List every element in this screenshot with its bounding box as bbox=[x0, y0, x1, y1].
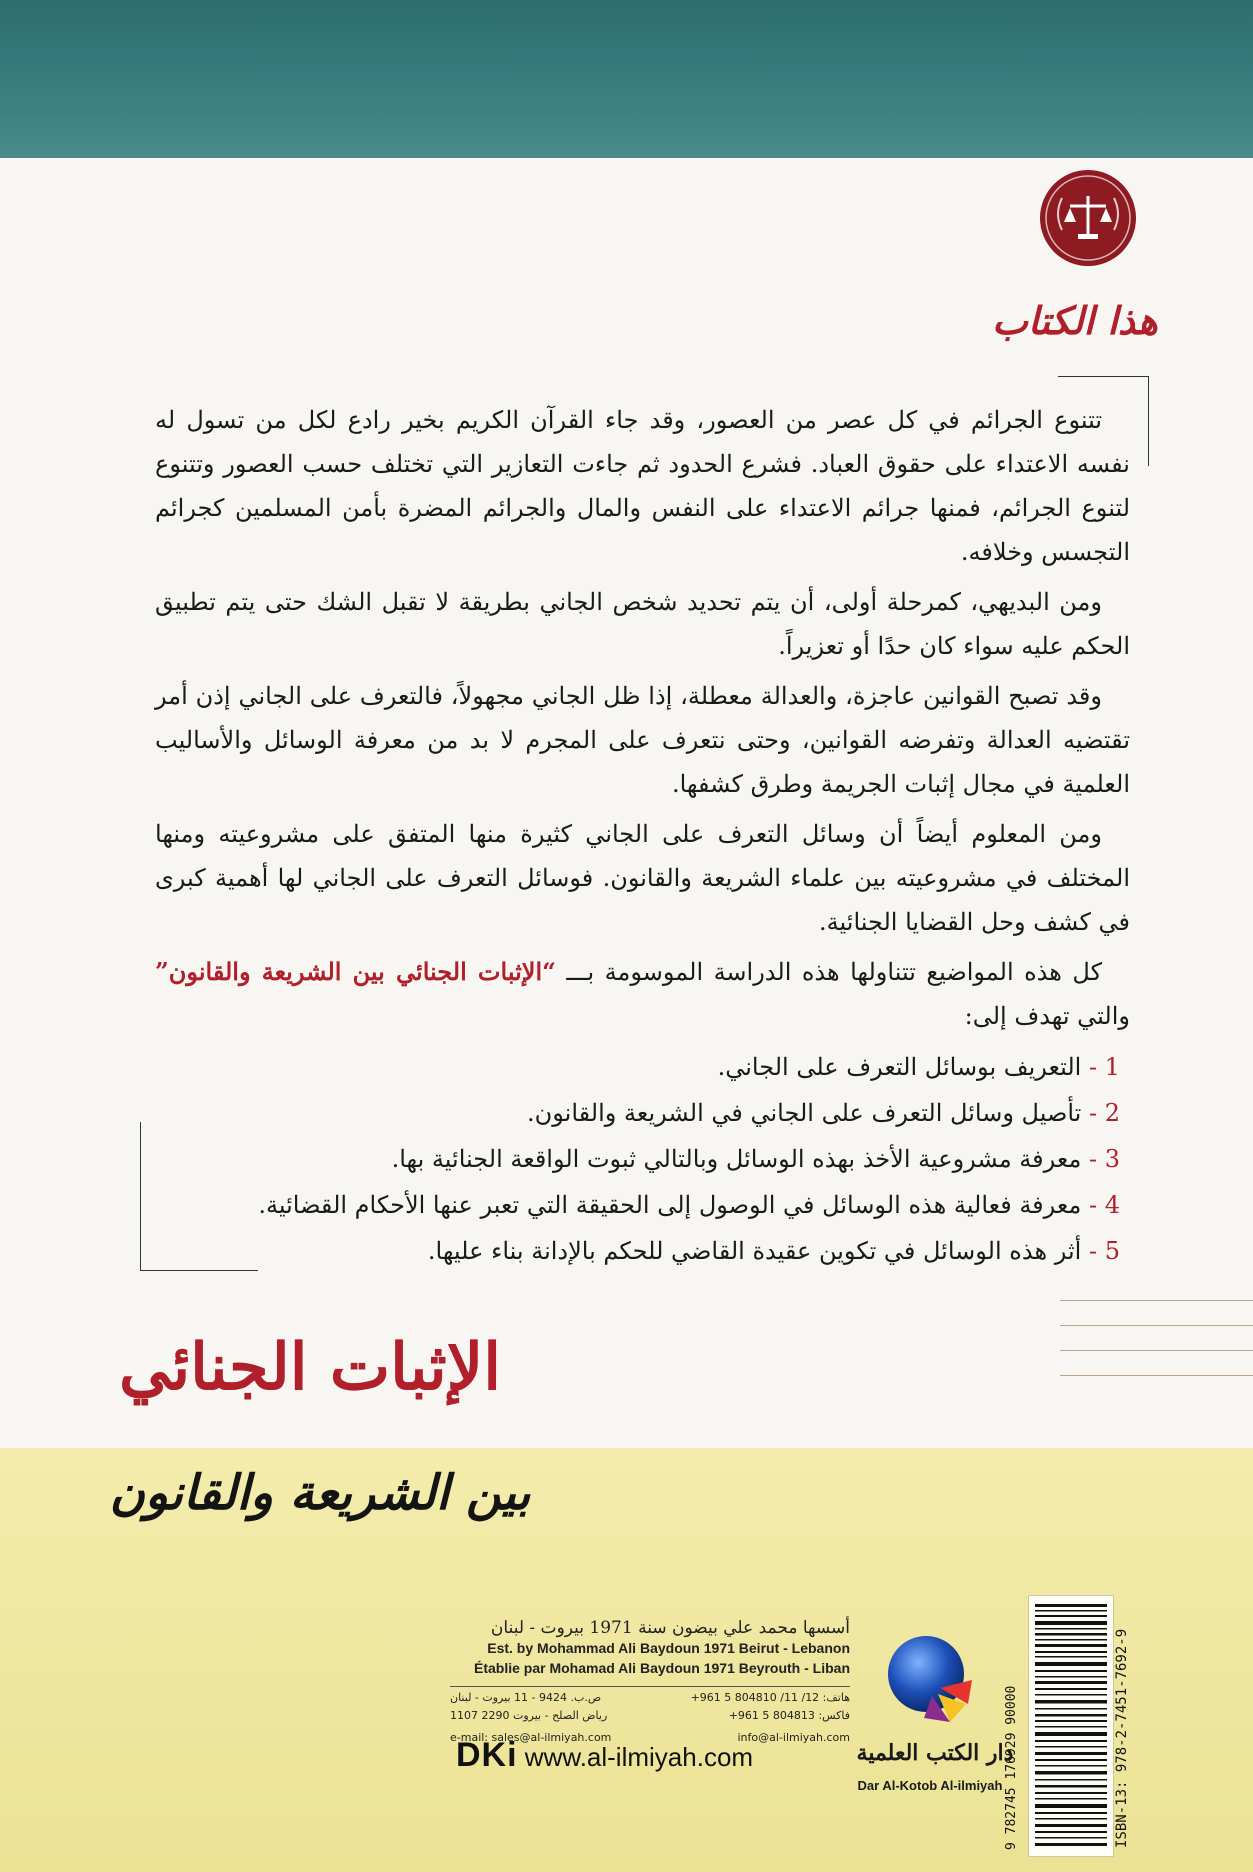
top-color-band bbox=[0, 0, 1253, 158]
goal-text: معرفة فعالية هذه الوسائل في الوصول إلى الحقيقة التي تعبر عنها الأحكام القضائية. bbox=[258, 1191, 1082, 1219]
publisher-name-ar: دار الكتب العلمية bbox=[856, 1740, 1014, 1766]
barcode-number bbox=[1004, 1600, 1026, 1850]
blurb-paragraph: وقد تصبح القوانين عاجزة، والعدالة معطلة، إذا ظل الجاني مجهولاً، فالتعرف على الجاني إذن أمر تقتضيه العدالة وتفرضه القوانين، وحتى نتعرف على المجرم لا بد من معرفة الوسائل والأساليب العلمية في مجال إثبات الجريمة وطرق كشفها. bbox=[155, 682, 1130, 798]
globe-icon bbox=[880, 1630, 980, 1730]
blurb-paragraph: ومن البديهي، كمرحلة أولى، أن يتم تحديد شخص الجاني بطريقة لا تقبل الشك حتى يتم تطبيق الحكم عليه سواء كان حدًا أو تعزيراً. bbox=[155, 588, 1130, 660]
goal-number: 2 bbox=[1104, 1099, 1120, 1127]
book-title: الإثبات الجنائي bbox=[119, 1330, 501, 1405]
decorative-rule bbox=[1060, 1375, 1253, 1376]
goals-list bbox=[155, 1044, 1130, 1274]
publisher-info bbox=[450, 1618, 850, 1749]
summary-lead: كل هذه المواضيع تتناولها هذه الدراسة الموسومة بـــ bbox=[566, 958, 1102, 986]
founded-ar: أسسها محمد علي بيضون سنة 1971 بيروت - لبنان bbox=[490, 1618, 850, 1638]
barcode-digits: 9 782745 176929 bbox=[1004, 1732, 1019, 1850]
goal-number: 3 bbox=[1104, 1145, 1120, 1173]
book-subtitle: بين الشريعة والقانون bbox=[109, 1465, 531, 1521]
publisher-name-en: Dar Al-Kotob Al-ilmiyah bbox=[857, 1778, 1003, 1793]
summary-tail: والتي تهدف إلى: bbox=[964, 1002, 1130, 1030]
decorative-rule bbox=[1060, 1300, 1253, 1301]
goal-separator: - bbox=[1088, 1099, 1098, 1127]
justice-seal bbox=[1040, 170, 1136, 266]
bracket-line bbox=[140, 1122, 141, 1270]
scales-icon bbox=[1040, 170, 1136, 266]
dki-logo: DKi bbox=[456, 1736, 518, 1774]
goal-separator: - bbox=[1088, 1145, 1098, 1173]
founded-en: Est. by Mohammad Ali Baydoun 1971 Beirut - Lebanon bbox=[487, 1640, 850, 1656]
goal-separator: - bbox=[1088, 1191, 1098, 1219]
po-box: ص.ب. 9424 - 11 بيروت - لبنان bbox=[450, 1691, 602, 1704]
phone: هاتف: 12/ 11/ 804810 5 961+ bbox=[690, 1691, 850, 1704]
barcode-bars bbox=[1029, 1596, 1113, 1856]
website-line bbox=[456, 1736, 753, 1775]
goal-number: 4 bbox=[1104, 1191, 1120, 1219]
isbn-label: ISBN-13: 978-2-7451-7692-9 bbox=[1114, 1628, 1130, 1848]
blurb-paragraph: تتنوع الجرائم في كل عصر من العصور، وقد جاء القرآن الكريم بخير رادع لكل من تسول له نفسه الاعتداء على حقوق العباد. فشرع الحدود ثم جاءت التعازير التي تختلف حسب العصور وتتنوع لتنوع الجرائم، فمنها جرائم الاعتداء على النفس والمال والجرائم المضرة بأمن المسلمين كجرائم التجسس وخلافه. bbox=[155, 406, 1130, 566]
bracket-line bbox=[1148, 376, 1149, 466]
goal-separator: - bbox=[1088, 1053, 1098, 1081]
website-link[interactable]: www.al-ilmiyah.com bbox=[524, 1742, 754, 1772]
blurb-paragraph: ومن المعلوم أيضاً أن وسائل التعرف على الجاني كثيرة منها المتفق على مشروعيته ومنها المختلف في مشروعيته بين علماء الشريعة والقانون. فوسائل التعرف على الجاني لها أهمية كبرى في كشف وحل القضايا الجنائية. bbox=[155, 820, 1131, 936]
blurb bbox=[155, 398, 1130, 1274]
goal-number: 5 bbox=[1104, 1237, 1120, 1265]
barcode bbox=[1028, 1595, 1114, 1857]
decorative-rule bbox=[1060, 1350, 1253, 1351]
fax: فاكس: 804813 5 961+ bbox=[728, 1709, 850, 1722]
goal-item bbox=[155, 1182, 1120, 1228]
goal-separator: - bbox=[1088, 1237, 1098, 1265]
summary-paragraph bbox=[155, 950, 1130, 1038]
goal-number: 1 bbox=[1104, 1053, 1120, 1081]
goal-text: معرفة مشروعية الأخذ بهذه الوسائل وبالتالي ثبوت الواقعة الجنائية بها. bbox=[391, 1145, 1082, 1173]
decorative-rule bbox=[1060, 1325, 1253, 1326]
email-info[interactable]: info@al-ilmiyah.com bbox=[737, 1731, 850, 1744]
goal-item bbox=[155, 1136, 1120, 1182]
goal-text: تأصيل وسائل التعرف على الجاني في الشريعة والقانون. bbox=[527, 1099, 1082, 1127]
email-sales[interactable]: e-mail: sales@al-ilmiyah.com bbox=[450, 1731, 612, 1744]
goal-text: التعريف بوسائل التعرف على الجاني. bbox=[717, 1053, 1082, 1081]
founded-fr: Établie par Mohamad Ali Baydoun 1971 Beyrouth - Liban bbox=[474, 1660, 850, 1676]
goal-item bbox=[155, 1090, 1120, 1136]
address: رياض الصلح - بيروت 2290 1107 bbox=[450, 1709, 608, 1722]
publisher-logo bbox=[880, 1630, 980, 1730]
goal-item bbox=[155, 1228, 1120, 1274]
goal-item bbox=[155, 1044, 1120, 1090]
contact-details bbox=[450, 1686, 850, 1731]
goal-text: أثر هذه الوسائل في تكوين عقيدة القاضي للحكم بالإدانة بناء عليها. bbox=[427, 1237, 1082, 1265]
summary-highlight: “الإثبات الجنائي بين الشريعة والقانون” bbox=[155, 957, 556, 986]
bracket-line bbox=[1058, 376, 1148, 377]
series-label: هذا الكتاب bbox=[992, 298, 1158, 343]
isbn-price-code: 90000 bbox=[1004, 1685, 1019, 1725]
